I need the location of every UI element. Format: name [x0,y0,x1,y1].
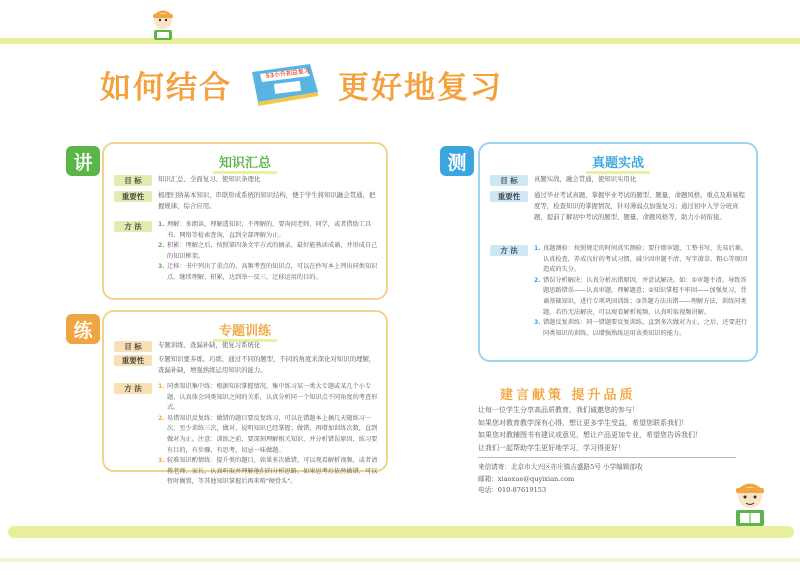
badge-jiang: 讲 [66,146,100,176]
list-item: 2. 易错知识反复练：做错的题目要反复练习，可以在错题本上摘几天随练习一次，至少训练三次，做对、说明知识已经掌握；做错，再增加训练次数，直到做对为止。注意：训练之前，要深刻理解相关知识，并分析错误原因，练习要有目的，有步骤，有思考，切忌一味做题。 [158,414,378,454]
advice-line: 让我们一起帮助学生更好地学习，学习得更好！ [478,443,625,452]
book-label: 53小升初总复习 [265,67,311,80]
bottom-decorative-band [8,526,794,538]
method-row [490,244,748,339]
list-item: 3. 迁移：书中列出了重点的、高频考查的知识点，可以在抄写本上列出同类知识点，继续理解、积累，达到举一反三，迁移运用的目的。 [158,263,378,281]
list-item: 2. 错误分析解决：认真分析出错原因，并尝试解决。如：①审题不清、导致答题思路错误——认真审题，理解题意；②知识掌握不牢固——加强复习，背诵基础知识，进行专项巩固训练；③答题方法出错——理解方法，训练同类题。若仍无法解决，可以观看解析视频，认真听取视频讲解。 [534,276,747,316]
mascot-icon [148,8,178,42]
advice-title: 建言献策 提升品质 [500,388,636,403]
title-left: 如何结合 [100,69,232,106]
list-item: 3. 较难知识酌情练：提升类的题目，如果多次做错，可以观看解析视频，或者请教老师、家长，认真听取并理解他们的分析思路。如果思考后依然做错，可以暂时搁置，等其他知识掌握后再来啃"硬骨头"。 [158,457,378,486]
book-icon [248,62,322,106]
advice-line: 如果您对教育教学深有心得，想让更多学生受益，希望您联系我们！ [478,418,688,427]
importance-text: 梳理归纳基本知识、串联形成系统的知识结构，便于学生将知识融会贯通，把握规律、综合应用。 [158,191,376,210]
goal-row [114,174,378,186]
importance-text: 专题知识要多练、巧练，通过不同的题型、不同的角度来深化对知识的理解，查漏补缺，增强熟练运用知识的能力。 [158,355,376,374]
title-right: 更好地复习 [338,69,503,106]
panel-title: 知识汇总 [104,152,386,171]
contact-phone: 电话：010-87619153 [478,486,547,494]
goal-text: 真题实战，融会贯通，使知识实用化 [534,175,637,183]
goal-row [114,340,378,352]
badge-ce: 测 [440,146,474,176]
method-tag: 方 法 [490,245,528,256]
method-list [158,382,378,488]
list-item: 1. 真题测验：按照规定的时间真实测验；要仔细审题，工整书写，先易后难，认真检查，养成良好的考试习惯，减少因审题不清、写字潦草、粗心等原因造成的失分。 [534,245,748,274]
badge-lian: 练 [66,314,100,344]
panel-title: 真题实战 [480,152,756,171]
importance-row [114,190,378,212]
goal-text: 专题训练、查漏补缺，使复习系统化 [158,341,261,349]
contact-email: 邮箱：xiaoxue@quyixian.com [478,474,575,483]
panel-real-exam [478,142,758,362]
importance-tag: 重要性 [114,355,152,366]
advice-line: 让每一位学生分享高品质教育，我们诚邀您的参与！ [478,406,639,414]
importance-tag: 重要性 [490,191,528,202]
importance-tag: 重要性 [114,191,152,202]
list-item: 3. 错题反复训练：同一错题要反复训练，直到多次做对为止，之后，还要进行同类知识的训练，以增强熟练运用该类知识的能力。 [534,319,748,337]
divider [478,457,736,458]
panel-title: 专题训练 [104,320,386,339]
contact-address: 来信请寄：北京市大兴区亦庄镇吉盛路5号 小学编辑部收 [478,463,643,471]
bottom-thin-band [0,558,800,562]
method-tag: 方 法 [114,383,152,394]
list-item: 1. 同类知识集中练：根据知识掌握情况，集中练习某一类大专题或某几个小专题，认真体会同类知识之间的关系，认真分析同一个知识点不同角度的考查形式。 [158,383,378,412]
panel-knowledge-summary [102,142,388,300]
importance-row [114,354,378,376]
advice-lines [478,404,738,454]
goal-text: 知识汇总、全面复习、使知识条理化 [158,175,261,183]
goal-tag: 目 标 [114,341,152,352]
panel-topic-training [102,310,388,486]
mascot-reading-icon [728,480,772,530]
contact-info [478,462,738,497]
page-title [100,60,503,108]
advice-line: 如果您对教辅图书有建议或意见，想让产品更加专业，希望您告诉我们！ [478,431,702,439]
importance-row [490,190,748,223]
list-item: 2. 积累：理解之后，按照第四条文字方式的摘录，最好能熟读成诵，并形成自己的知识框架。 [158,242,378,260]
method-list [534,244,748,339]
method-tag: 方 法 [114,221,152,232]
list-item: 1. 理解：多朗读，理解透知识；不理解的，要询问老师、同学，或者借助工具书、网络等检索查询，直到全部理解为止。 [158,221,372,239]
goal-tag: 目 标 [490,175,528,186]
goal-row [490,174,748,186]
importance-text: 通过毕业考试真题，掌握毕业考试的题型、题量、命题风格、重点及难易程度等，检查知识的掌握情况，针对薄弱点加强复习；通过初中入学分班真题，提前了解初中考试的题型、题量、命题风格等，助力小初衔接。 [534,191,745,221]
method-row [114,382,378,488]
method-row [114,220,378,284]
top-decorative-band [0,38,800,44]
goal-tag: 目 标 [114,175,152,186]
method-list [158,220,378,284]
